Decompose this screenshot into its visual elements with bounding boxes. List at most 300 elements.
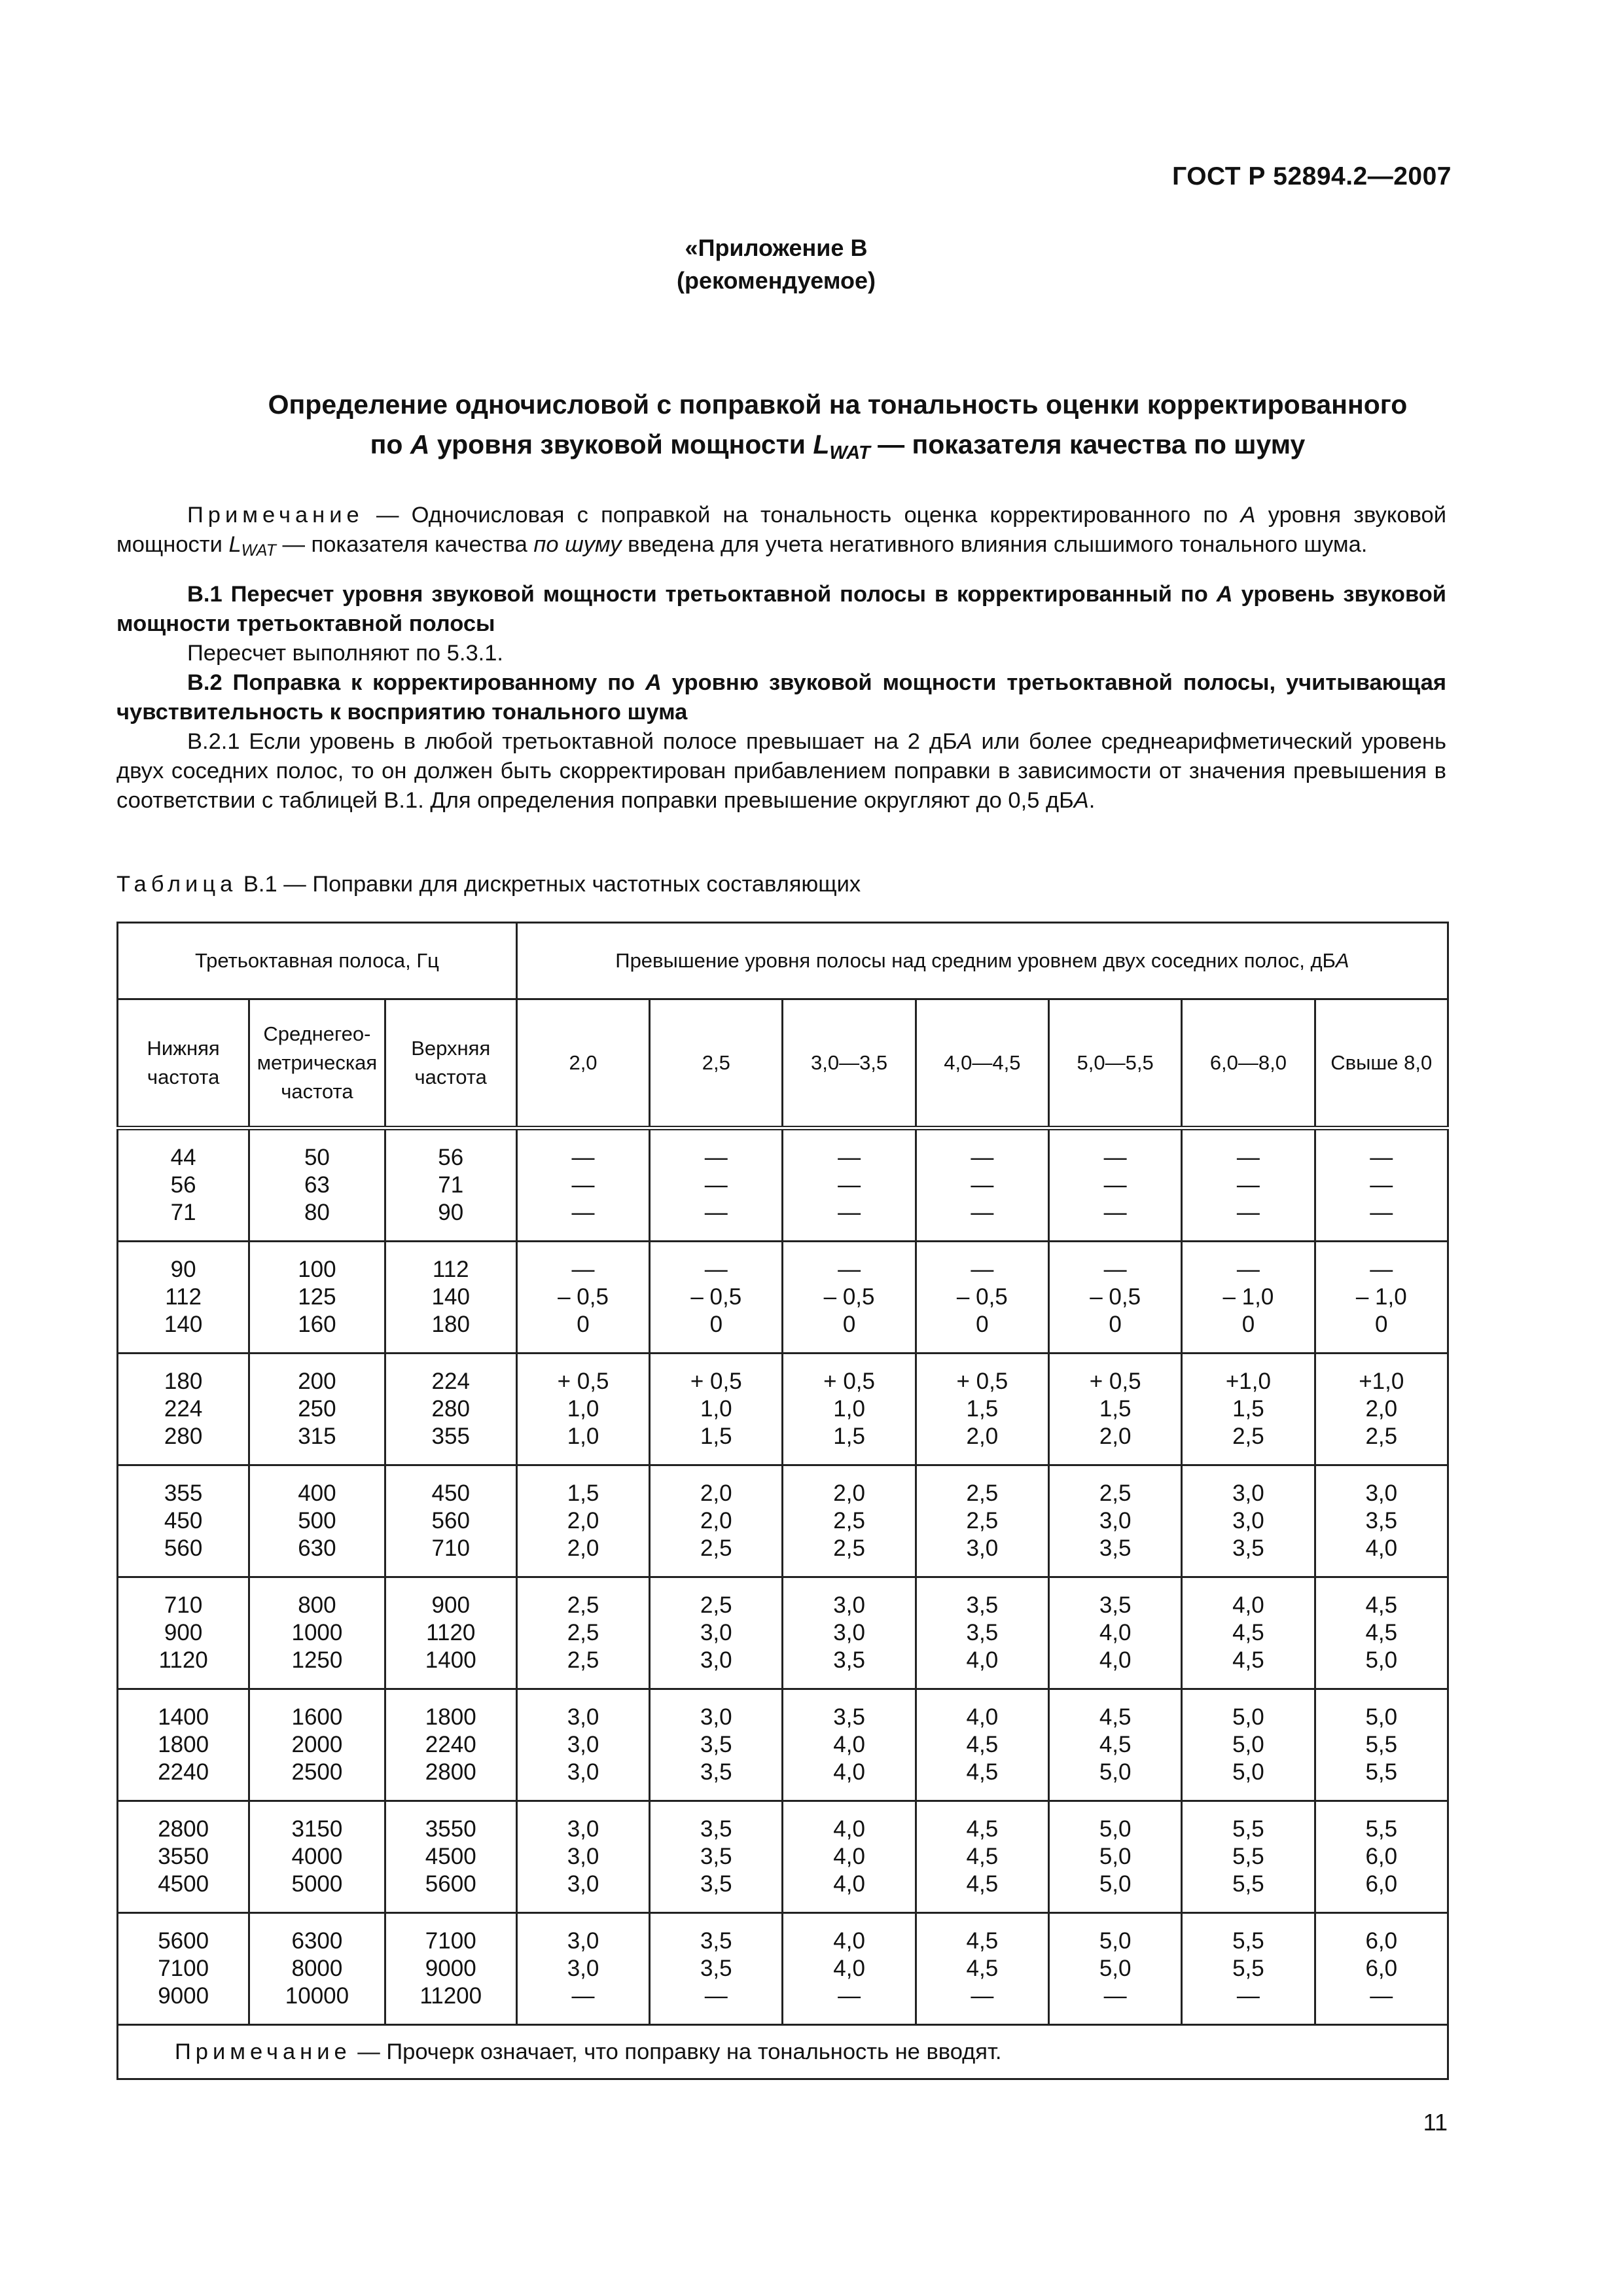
table-row: [118, 1128, 1448, 1242]
cell-value: —: [1236, 1983, 1260, 2009]
cell-value: 5,0: [1232, 1759, 1264, 1785]
cell-value: 3,5: [1232, 1535, 1264, 1561]
table-cell: [650, 1128, 783, 1242]
cell-value: 3,5: [700, 1816, 732, 1842]
table-cell: [916, 1354, 1048, 1465]
cell-value: 3,0: [567, 1759, 599, 1785]
table-cell: [249, 1465, 385, 1577]
table-cell: [1049, 1242, 1182, 1354]
cell-value: —: [1236, 1145, 1260, 1170]
cell-value: 4,0: [1232, 1592, 1264, 1618]
header-excess: Превышение уровня полосы над средним уровнем двух соседних полос, дБА: [516, 923, 1448, 999]
cell-value: 56: [438, 1145, 464, 1170]
table-cell: [385, 1801, 516, 1913]
cell-value: 2,5: [966, 1508, 999, 1534]
page-number: 11: [1423, 2109, 1448, 2136]
cell-value: —: [838, 1983, 861, 2009]
table-cell: [385, 1354, 516, 1465]
cell-value: —: [1236, 1200, 1260, 1225]
cell-value: —: [704, 1172, 728, 1198]
cell-value: 2,0: [567, 1508, 599, 1534]
table-cell: [1182, 1354, 1315, 1465]
cell-value: —: [571, 1983, 595, 2009]
cell-value: 3,5: [1099, 1535, 1132, 1561]
table-cell: [650, 1689, 783, 1801]
cell-value: 5,5: [1365, 1816, 1398, 1842]
cell-value: 1250: [291, 1647, 343, 1673]
table-cell: [249, 1913, 385, 2025]
table-cell: [516, 1801, 649, 1913]
cell-value: 4,5: [966, 1871, 999, 1897]
cell-value: 5,5: [1232, 1816, 1264, 1842]
cell-value: 2240: [425, 1732, 476, 1757]
cell-value: 560: [431, 1508, 470, 1534]
table-cell: [118, 1913, 249, 2025]
cell-value: 4000: [291, 1844, 343, 1869]
cell-value: 1,0: [700, 1396, 732, 1422]
cell-value: 5600: [425, 1871, 476, 1897]
cell-value: 900: [431, 1592, 470, 1618]
table-cell: [783, 1577, 916, 1689]
cell-value: 4,5: [966, 1956, 999, 1981]
cell-value: —: [1370, 1200, 1393, 1225]
cell-value: 5,5: [1365, 1732, 1398, 1757]
cell-value: 1,5: [966, 1396, 999, 1422]
cell-value: 7100: [158, 1956, 209, 1981]
cell-value: 1800: [158, 1732, 209, 1757]
cell-value: 5,0: [1365, 1704, 1398, 1730]
table-cell: [783, 1913, 916, 2025]
cell-value: 4,5: [1232, 1620, 1264, 1645]
cell-value: 11200: [419, 1983, 482, 2009]
table-cell: [650, 1465, 783, 1577]
header-excess-col: 2,0: [516, 999, 649, 1128]
cell-value: 2,0: [700, 1508, 732, 1534]
table-cell: [783, 1354, 916, 1465]
table-cell: [249, 1242, 385, 1354]
cell-value: —: [971, 1200, 994, 1225]
table-cell: [1315, 1242, 1448, 1354]
cell-value: 90: [170, 1257, 196, 1282]
cell-value: +1,0: [1359, 1369, 1404, 1394]
table-row: [118, 1354, 1448, 1465]
table-cell: [916, 1577, 1048, 1689]
cell-value: 0: [709, 1312, 723, 1337]
header-lower-freq: Нижняя частота: [118, 999, 249, 1128]
cell-value: – 0,5: [823, 1284, 875, 1310]
cell-value: 5,5: [1232, 1844, 1264, 1869]
cell-value: 3,5: [1365, 1508, 1398, 1534]
cell-value: 4500: [425, 1844, 476, 1869]
cell-value: – 0,5: [1090, 1284, 1141, 1310]
table-cell: [916, 1913, 1048, 2025]
table-cell: [516, 1913, 649, 2025]
cell-value: 0: [842, 1312, 856, 1337]
cell-value: 3150: [291, 1816, 343, 1842]
cell-value: – 0,5: [690, 1284, 742, 1310]
table-cell: [249, 1801, 385, 1913]
cell-value: 2,5: [567, 1647, 599, 1673]
cell-value: 9000: [158, 1983, 209, 2009]
cell-value: —: [1103, 1145, 1127, 1170]
cell-value: 355: [164, 1480, 203, 1506]
table-cell: [118, 1354, 249, 1465]
table-caption: Таблица В.1 — Поправки для дискретных частотных составляющих: [116, 872, 861, 897]
cell-value: 3,0: [567, 1956, 599, 1981]
cell-value: —: [1103, 1172, 1127, 1198]
cell-value: 5,5: [1232, 1956, 1264, 1981]
header-excess-col: 6,0—8,0: [1182, 999, 1315, 1128]
table-cell: [916, 1689, 1048, 1801]
header-mid-freq: Среднегео- метрическая частота: [249, 999, 385, 1128]
appendix-heading: [0, 232, 1552, 297]
title-line-2: по А уровня звуковой мощности $L_{WAT}$ — показателя качества по шуму: [370, 429, 1306, 463]
cell-value: 3,0: [567, 1816, 599, 1842]
cell-value: 560: [164, 1535, 203, 1561]
cell-value: 5,0: [1099, 1956, 1132, 1981]
table-cell: [916, 1801, 1048, 1913]
corrections-table: [116, 922, 1449, 2080]
header-excess-col: 3,0—3,5: [783, 999, 916, 1128]
table-cell: [249, 1689, 385, 1801]
table-cell: [118, 1577, 249, 1689]
cell-value: 3,0: [567, 1732, 599, 1757]
cell-value: + 0,5: [956, 1369, 1008, 1394]
document-code: ГОСТ Р 52894.2—2007: [1172, 162, 1452, 190]
cell-value: 450: [431, 1480, 470, 1506]
table-cell: [118, 1242, 249, 1354]
cell-value: 0: [1375, 1312, 1388, 1337]
cell-value: 4,5: [966, 1928, 999, 1954]
cell-value: 2800: [425, 1759, 476, 1785]
cell-value: 63: [304, 1172, 330, 1198]
cell-value: 4,5: [966, 1732, 999, 1757]
cell-value: 3,0: [700, 1647, 732, 1673]
cell-value: 7100: [425, 1928, 476, 1954]
table-cell: [916, 1465, 1048, 1577]
cell-value: 5,0: [1232, 1732, 1264, 1757]
table-cell: [783, 1242, 916, 1354]
cell-value: 4,0: [1365, 1535, 1398, 1561]
cell-value: 3,0: [700, 1704, 732, 1730]
cell-value: 10000: [285, 1983, 349, 2009]
cell-value: 5,0: [1232, 1704, 1264, 1730]
cell-value: 3,0: [1232, 1480, 1264, 1506]
table-cell: [783, 1801, 916, 1913]
cell-value: 315: [298, 1424, 336, 1449]
cell-value: 2240: [158, 1759, 209, 1785]
table-cell: [1049, 1801, 1182, 1913]
cell-value: 125: [298, 1284, 336, 1310]
table-cell: [1315, 1354, 1448, 1465]
table-cell: [1182, 1689, 1315, 1801]
cell-value: + 0,5: [823, 1369, 875, 1394]
cell-value: – 1,0: [1222, 1284, 1274, 1310]
cell-value: —: [571, 1257, 595, 1282]
cell-value: 4,5: [1099, 1704, 1132, 1730]
cell-value: —: [971, 1172, 994, 1198]
table-cell: [1049, 1689, 1182, 1801]
cell-value: 180: [431, 1312, 470, 1337]
cell-value: 1600: [291, 1704, 343, 1730]
cell-value: 5,0: [1099, 1928, 1132, 1954]
cell-value: 3,0: [966, 1535, 999, 1561]
table-cell: [249, 1577, 385, 1689]
cell-value: 6,0: [1365, 1844, 1398, 1869]
cell-value: 3,5: [833, 1647, 865, 1673]
table-cell: [783, 1128, 916, 1242]
table-cell: [516, 1465, 649, 1577]
cell-value: 710: [431, 1535, 470, 1561]
cell-value: 4,0: [833, 1759, 865, 1785]
cell-value: 3,0: [833, 1620, 865, 1645]
cell-value: 630: [298, 1535, 336, 1561]
cell-value: 3,5: [700, 1928, 732, 1954]
table-cell: [1049, 1465, 1182, 1577]
cell-value: 2,0: [1099, 1424, 1132, 1449]
cell-value: 6,0: [1365, 1871, 1398, 1897]
table-row: [118, 1913, 1448, 2025]
cell-value: 4,5: [1365, 1592, 1398, 1618]
table-row: [118, 1242, 1448, 1354]
table-cell: [1182, 1128, 1315, 1242]
cell-value: 2000: [291, 1732, 343, 1757]
cell-value: 1,5: [567, 1480, 599, 1506]
cell-value: – 0,5: [558, 1284, 609, 1310]
cell-value: 4,0: [833, 1956, 865, 1981]
cell-value: 6300: [291, 1928, 343, 1954]
cell-value: 5,0: [1099, 1759, 1132, 1785]
table-cell: [783, 1465, 916, 1577]
note-paragraph: Примечание — Одночисловая с поправкой на тональность оценка корректированного по А уровня звуковой мощности $L_{WAT}$ — показателя качества по шуму введена для учета негативного влияния слышимого тонального шума.: [116, 503, 1446, 560]
table-cell: [1049, 1913, 1182, 2025]
table-cell: [385, 1689, 516, 1801]
cell-value: 3,0: [567, 1928, 599, 1954]
cell-value: + 0,5: [690, 1369, 742, 1394]
cell-value: 5,5: [1232, 1871, 1264, 1897]
cell-value: 5,0: [1099, 1844, 1132, 1869]
cell-value: 5600: [158, 1928, 209, 1954]
table-row: [118, 1689, 1448, 1801]
cell-value: —: [1103, 1257, 1127, 1282]
cell-value: 0: [1109, 1312, 1122, 1337]
cell-value: 9000: [425, 1956, 476, 1981]
appendix-line-1: «Приложение В: [685, 234, 868, 261]
cell-value: 4,5: [1365, 1620, 1398, 1645]
table-cell: [1315, 1801, 1448, 1913]
cell-value: 4,0: [833, 1732, 865, 1757]
section-b1-text: Пересчет выполняют по 5.3.1.: [187, 641, 503, 666]
cell-value: 4,0: [966, 1647, 999, 1673]
cell-value: 180: [164, 1369, 203, 1394]
table-cell: [385, 1242, 516, 1354]
cell-value: —: [571, 1172, 595, 1198]
table-cell: [1182, 1465, 1315, 1577]
table-cell: [1049, 1128, 1182, 1242]
cell-value: 4,0: [833, 1928, 865, 1954]
cell-value: 3,0: [567, 1871, 599, 1897]
header-excess-col: 4,0—4,5: [916, 999, 1048, 1128]
cell-value: 2,5: [567, 1620, 599, 1645]
cell-value: + 0,5: [1089, 1369, 1141, 1394]
cell-value: 3,5: [966, 1592, 999, 1618]
table-cell: [650, 1577, 783, 1689]
cell-value: 1120: [426, 1620, 476, 1645]
cell-value: —: [971, 1145, 994, 1170]
cell-value: 3,0: [700, 1620, 732, 1645]
table-cell: [516, 1689, 649, 1801]
cell-value: 4,0: [833, 1844, 865, 1869]
table-cell: [118, 1465, 249, 1577]
table-cell: [650, 1913, 783, 2025]
cell-value: 160: [298, 1312, 336, 1337]
cell-value: 1400: [425, 1647, 476, 1673]
cell-value: 6,0: [1365, 1928, 1398, 1954]
table-cell: [650, 1801, 783, 1913]
cell-value: —: [971, 1983, 994, 2009]
cell-value: 71: [438, 1172, 464, 1198]
cell-value: 2,5: [833, 1508, 865, 1534]
table-cell: [118, 1689, 249, 1801]
cell-value: 5000: [291, 1871, 343, 1897]
cell-value: —: [971, 1257, 994, 1282]
table-cell: [118, 1801, 249, 1913]
header-upper-freq: Верхняя частота: [385, 999, 516, 1128]
cell-value: 3,5: [700, 1732, 732, 1757]
cell-value: 1800: [425, 1704, 476, 1730]
cell-value: 355: [431, 1424, 470, 1449]
cell-value: +1,0: [1225, 1369, 1271, 1394]
cell-value: 280: [431, 1396, 470, 1422]
table-cell: [1315, 1577, 1448, 1689]
cell-value: 1,0: [833, 1396, 865, 1422]
cell-value: 5,0: [1099, 1816, 1132, 1842]
cell-value: 4,5: [966, 1759, 999, 1785]
cell-value: 500: [298, 1508, 336, 1534]
header-excess-col: 2,5: [650, 999, 783, 1128]
cell-value: 200: [298, 1369, 336, 1394]
table-cell: [1182, 1801, 1315, 1913]
table-cell: [916, 1128, 1048, 1242]
appendix-line-2: (рекомендуемое): [677, 267, 876, 294]
cell-value: – 0,5: [956, 1284, 1008, 1310]
cell-value: 400: [298, 1480, 336, 1506]
cell-value: 56: [170, 1172, 196, 1198]
table-cell: [385, 1465, 516, 1577]
cell-value: 4,5: [1232, 1647, 1264, 1673]
cell-value: 0: [577, 1312, 590, 1337]
cell-value: 1400: [158, 1704, 209, 1730]
table-cell: [516, 1354, 649, 1465]
cell-value: 44: [170, 1145, 196, 1170]
cell-value: 900: [164, 1620, 203, 1645]
cell-value: 3,5: [700, 1759, 732, 1785]
cell-value: —: [1370, 1257, 1393, 1282]
cell-value: 5,0: [1099, 1871, 1132, 1897]
cell-value: 1,0: [567, 1424, 599, 1449]
cell-value: —: [1370, 1172, 1393, 1198]
cell-value: 280: [164, 1424, 203, 1449]
cell-value: 100: [298, 1257, 336, 1282]
table-note: Примечание — Прочерк означает, что поправку на тональность не вводят.: [118, 2025, 1448, 2079]
cell-value: 3,5: [1099, 1592, 1132, 1618]
table-cell: [1315, 1128, 1448, 1242]
cell-value: 2800: [158, 1816, 209, 1842]
cell-value: 6,0: [1365, 1956, 1398, 1981]
table-cell: [385, 1128, 516, 1242]
cell-value: 3,5: [700, 1871, 732, 1897]
cell-value: —: [1236, 1172, 1260, 1198]
table-cell: [118, 1128, 249, 1242]
cell-value: 3550: [158, 1844, 209, 1869]
table-cell: [1049, 1354, 1182, 1465]
table-row: [118, 1465, 1448, 1577]
section-b1-heading: В.1 Пересчет уровня звуковой мощности третьоктавной полосы в корректированный по А уровень звуковой мощности третьоктавной полосы: [116, 582, 1446, 636]
cell-value: 3,0: [1365, 1480, 1398, 1506]
cell-value: —: [838, 1257, 861, 1282]
cell-value: 112: [432, 1257, 469, 1282]
cell-value: 140: [164, 1312, 203, 1337]
table-cell: [516, 1577, 649, 1689]
cell-value: 1,0: [567, 1396, 599, 1422]
cell-value: 71: [170, 1200, 196, 1225]
table-cell: [1182, 1913, 1315, 2025]
table-cell: [916, 1242, 1048, 1354]
cell-value: 0: [1241, 1312, 1255, 1337]
cell-value: 2,0: [567, 1535, 599, 1561]
cell-value: —: [704, 1200, 728, 1225]
cell-value: 90: [438, 1200, 464, 1225]
cell-value: 2,5: [700, 1592, 732, 1618]
cell-value: 4,5: [1099, 1732, 1132, 1757]
cell-value: 2,0: [1365, 1396, 1398, 1422]
cell-value: 2,5: [1099, 1480, 1132, 1506]
cell-value: 3,0: [567, 1704, 599, 1730]
table-cell: [1315, 1465, 1448, 1577]
cell-value: 3,0: [567, 1844, 599, 1869]
table-cell: [1315, 1689, 1448, 1801]
table-cell: [249, 1128, 385, 1242]
cell-value: —: [704, 1983, 728, 2009]
table-row: [118, 1577, 1448, 1689]
cell-value: 2,5: [700, 1535, 732, 1561]
cell-value: 0: [976, 1312, 989, 1337]
cell-value: —: [838, 1145, 861, 1170]
cell-value: 2500: [291, 1759, 343, 1785]
cell-value: + 0,5: [557, 1369, 609, 1394]
table-cell: [1049, 1577, 1182, 1689]
cell-value: 3,0: [833, 1592, 865, 1618]
cell-value: 80: [304, 1200, 330, 1225]
cell-value: 1,5: [833, 1424, 865, 1449]
table-cell: [385, 1913, 516, 2025]
cell-value: 5,5: [1365, 1759, 1398, 1785]
cell-value: 1,5: [1232, 1396, 1264, 1422]
cell-value: —: [838, 1172, 861, 1198]
table-cell: [385, 1577, 516, 1689]
cell-value: 224: [431, 1369, 470, 1394]
cell-value: 4,0: [833, 1871, 865, 1897]
cell-value: 800: [298, 1592, 336, 1618]
cell-value: 3,0: [1232, 1508, 1264, 1534]
table-cell: [516, 1242, 649, 1354]
cell-value: 1,5: [700, 1424, 732, 1449]
table-cell: [1315, 1913, 1448, 2025]
cell-value: 1120: [158, 1647, 208, 1673]
cell-value: 5,5: [1232, 1928, 1264, 1954]
table-cell: [1182, 1242, 1315, 1354]
cell-value: —: [704, 1145, 728, 1170]
